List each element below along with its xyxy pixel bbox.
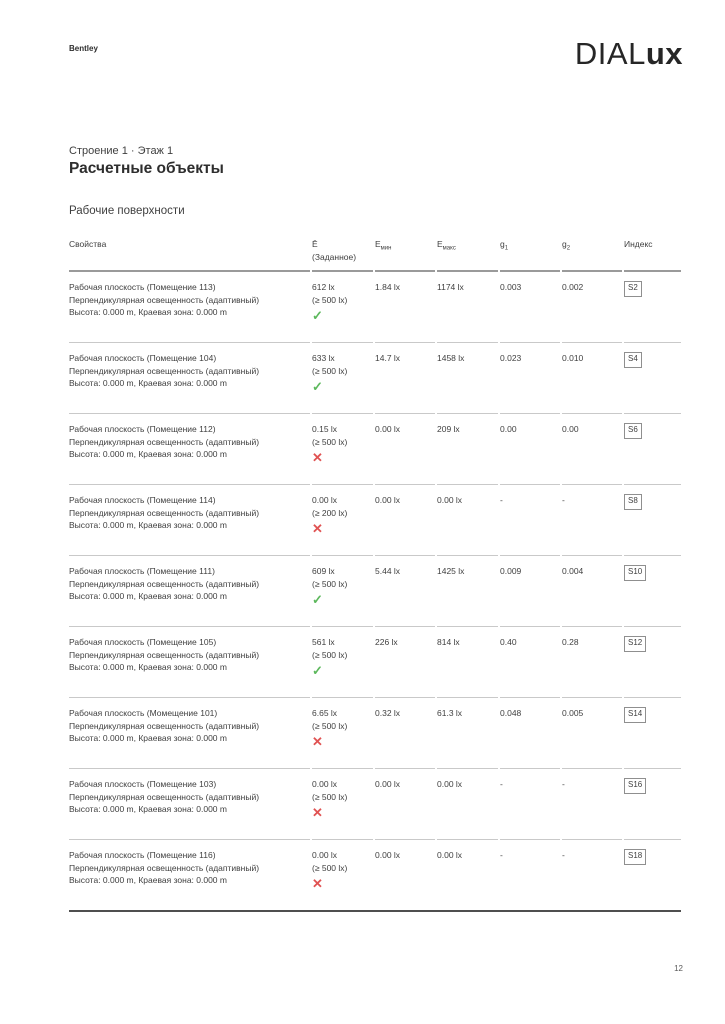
cell-index — [624, 484, 681, 555]
cross-icon: ✕ — [312, 805, 323, 820]
table-row — [69, 839, 681, 910]
e-target-value: (≥ 200 lx) — [312, 507, 348, 518]
cell-e-avg — [312, 697, 373, 768]
cross-icon: ✕ — [312, 521, 323, 536]
cell-g1: - — [500, 484, 560, 555]
illuminance-type: Перпендикулярная освещенность (адаптивный) — [69, 507, 260, 518]
row-properties — [69, 555, 310, 626]
e-avg-value: 609 lx — [312, 566, 335, 576]
cross-icon: ✕ — [312, 734, 323, 749]
surface-name: Рабочая плоскость (Помещение 103) — [69, 779, 217, 789]
e-target-value: (≥ 500 lx) — [312, 436, 348, 447]
check-icon: ✓ — [312, 379, 323, 394]
cell-index — [624, 768, 681, 839]
table-body — [69, 272, 681, 910]
col-header-g2: $g_2$ — [562, 236, 622, 272]
surface-details: Высота: 0.000 m, Краевая зона: 0.000 m — [69, 591, 227, 601]
cell-index — [624, 555, 681, 626]
cell-e-avg — [312, 413, 373, 484]
e-target-value: (≥ 500 lx) — [312, 791, 348, 802]
e-avg-value: 0.00 lx — [312, 495, 338, 505]
e-avg-value: 561 lx — [312, 637, 335, 647]
page-title: Расчетные объекты — [69, 160, 224, 177]
cell-g2: - — [562, 484, 622, 555]
e-target-value: (≥ 500 lx) — [312, 365, 348, 376]
cell-g1: 0.40 — [500, 626, 560, 697]
surface-name: Рабочая плоскость (Помещение 111) — [69, 566, 215, 576]
table-row — [69, 342, 681, 413]
row-properties — [69, 342, 310, 413]
cell-e-min: 0.00 lx — [375, 484, 435, 555]
cell-g2: 0.005 — [562, 697, 622, 768]
cell-g2: 0.010 — [562, 342, 622, 413]
col-header-e-max: $E_{макс}$ — [437, 236, 498, 272]
cell-e-max: 0.00 lx — [437, 768, 498, 839]
cell-e-max: 209 lx — [437, 413, 498, 484]
surface-details: Высота: 0.000 m, Краевая зона: 0.000 m — [69, 662, 227, 672]
e-target-value: (≥ 500 lx) — [312, 294, 348, 305]
surface-details: Высота: 0.000 m, Краевая зона: 0.000 m — [69, 804, 227, 814]
index-badge: S8 — [624, 494, 642, 510]
col-header-index: Индекс — [624, 236, 681, 272]
cell-g2: 0.002 — [562, 282, 584, 292]
e-avg-value: 0.15 lx — [312, 424, 338, 434]
breadcrumb: Строение 1 · Этаж 1 — [69, 145, 174, 157]
surface-details: Высота: 0.000 m, Краевая зона: 0.000 m — [69, 378, 227, 388]
table-header-row — [69, 236, 681, 272]
col-header-e-min: $E_{мин}$ — [375, 236, 435, 272]
cell-e-min: 14.7 lx — [375, 342, 435, 413]
cell-e-max: 61.3 lx — [437, 697, 498, 768]
cell-e-max: 1425 lx — [437, 555, 498, 626]
surface-name: Рабочая плоскость (Помещение 116) — [69, 850, 216, 860]
cell-e-max: 0.00 lx — [437, 484, 498, 555]
illuminance-type: Перпендикулярная освещенность (адаптивный) — [69, 862, 260, 873]
illuminance-type: Перпендикулярная освещенность (адаптивный) — [69, 720, 260, 731]
cell-g1: - — [500, 768, 560, 839]
surface-details: Высота: 0.000 m, Краевая зона: 0.000 m — [69, 520, 227, 530]
surface-name: Рабочая плоскость (Помещение 113) — [69, 282, 216, 292]
e-avg-value: 612 lx — [312, 282, 335, 292]
cell-g2: - — [562, 839, 622, 910]
cell-index — [624, 413, 681, 484]
logo-light-part: DIAL — [574, 36, 646, 71]
cross-icon: ✕ — [312, 876, 323, 891]
index-badge: S14 — [624, 707, 646, 723]
index-badge: S4 — [624, 352, 642, 368]
surface-name: Рабочая плоскость (Помещение 114) — [69, 495, 216, 505]
index-badge: S16 — [624, 778, 646, 794]
cell-e-max: 1458 lx — [437, 342, 498, 413]
illuminance-type: Перпендикулярная освещенность (адаптивный) — [69, 791, 260, 802]
check-icon: ✓ — [312, 308, 323, 323]
row-properties — [69, 839, 310, 910]
surface-details: Высота: 0.000 m, Краевая зона: 0.000 m — [69, 733, 227, 743]
surface-name: Рабочая плоскость (Помещение 112) — [69, 424, 216, 434]
work-surfaces-table — [69, 236, 681, 912]
cell-e-min: 0.00 lx — [375, 839, 435, 910]
cell-index — [624, 839, 681, 910]
surface-name: Рабочая плоскость (Момещение 101) — [69, 708, 218, 718]
row-properties — [69, 413, 310, 484]
cell-e-min: 0.00 lx — [375, 768, 435, 839]
cell-e-avg — [312, 626, 373, 697]
section-title: Рабочие поверхности — [69, 205, 185, 217]
row-properties — [69, 272, 310, 342]
index-badge: S6 — [624, 423, 642, 439]
illuminance-type: Перпендикулярная освещенность (адаптивный) — [69, 294, 260, 305]
table-row — [69, 626, 681, 697]
surface-name: Рабочая плоскость (Помещение 105) — [69, 637, 217, 647]
brand-text: Bentley — [69, 44, 98, 53]
e-target-value: (≥ 500 lx) — [312, 720, 348, 731]
surface-details: Высота: 0.000 m, Краевая зона: 0.000 m — [69, 875, 227, 885]
cell-e-avg — [312, 272, 373, 342]
logo-bold-part: ux — [645, 36, 683, 71]
cell-g2: 0.28 — [562, 626, 622, 697]
cell-index — [624, 272, 681, 342]
surface-details: Высота: 0.000 m, Краевая зона: 0.000 m — [69, 449, 227, 459]
index-badge: S10 — [624, 565, 646, 581]
col-header-e-avg — [312, 236, 373, 272]
cell-e-min: 226 lx — [375, 626, 435, 697]
index-badge: S12 — [624, 636, 646, 652]
table-row — [69, 484, 681, 555]
cell-index — [624, 342, 681, 413]
e-avg-value: 633 lx — [312, 353, 335, 363]
cell-e-avg — [312, 484, 373, 555]
index-badge: S18 — [624, 849, 646, 865]
index-badge: S2 — [624, 281, 642, 297]
dialux-logo — [575, 36, 683, 72]
cell-g1: 0.009 — [500, 555, 560, 626]
cell-g2: 0.004 — [562, 555, 622, 626]
cell-e-min: 5.44 lx — [375, 555, 435, 626]
e-avg-value: 0.00 lx — [312, 779, 338, 789]
cell-g1: 0.048 — [500, 697, 560, 768]
cell-e-min: 0.32 lx — [375, 697, 435, 768]
col-header-properties: Свойства — [69, 236, 310, 272]
page-number: 12 — [674, 964, 683, 973]
e-avg-note: (Заданное) — [312, 251, 357, 262]
e-target-value: (≥ 500 lx) — [312, 649, 348, 660]
illuminance-type: Перпендикулярная освещенность (адаптивный) — [69, 365, 260, 376]
cell-g1: - — [500, 839, 560, 910]
e-avg-value: 6.65 lx — [312, 708, 338, 718]
cell-e-avg — [312, 342, 373, 413]
e-avg-value: 0.00 lx — [312, 850, 338, 860]
cell-e-min: 1.84 lx — [375, 282, 401, 292]
cell-g2: 0.00 — [562, 413, 622, 484]
cell-e-avg — [312, 768, 373, 839]
e-target-value: (≥ 500 lx) — [312, 862, 348, 873]
cross-icon: ✕ — [312, 450, 323, 465]
col-header-g1: $g_1$ — [500, 236, 560, 272]
cell-e-max: 1174 lx — [437, 282, 464, 292]
cell-g1: 0.003 — [500, 282, 522, 292]
illuminance-type: Перпендикулярная освещенность (адаптивный) — [69, 436, 260, 447]
illuminance-type: Перпендикулярная освещенность (адаптивный) — [69, 649, 260, 660]
e-avg-symbol: Ē — [312, 239, 318, 249]
cell-e-max: 814 lx — [437, 626, 498, 697]
cell-e-max: 0.00 lx — [437, 839, 498, 910]
cell-index — [624, 626, 681, 697]
surface-details: Высота: 0.000 m, Краевая зона: 0.000 m — [69, 307, 227, 317]
cell-index — [624, 697, 681, 768]
table-row — [69, 555, 681, 626]
cell-g2: - — [562, 768, 622, 839]
e-target-value: (≥ 500 lx) — [312, 578, 348, 589]
cell-e-avg — [312, 555, 373, 626]
table-row — [69, 768, 681, 839]
row-properties — [69, 768, 310, 839]
row-properties — [69, 626, 310, 697]
check-icon: ✓ — [312, 663, 323, 678]
cell-g1: 0.00 — [500, 413, 560, 484]
surface-name: Рабочая плоскость (Помещение 104) — [69, 353, 217, 363]
illuminance-type: Перпендикулярная освещенность (адаптивный) — [69, 578, 260, 589]
table-row — [69, 697, 681, 768]
check-icon: ✓ — [312, 592, 323, 607]
cell-e-avg — [312, 839, 373, 910]
row-properties — [69, 484, 310, 555]
table-row — [69, 413, 681, 484]
cell-e-min: 0.00 lx — [375, 413, 435, 484]
row-properties — [69, 697, 310, 768]
cell-g1: 0.023 — [500, 342, 560, 413]
table-row — [69, 272, 681, 342]
